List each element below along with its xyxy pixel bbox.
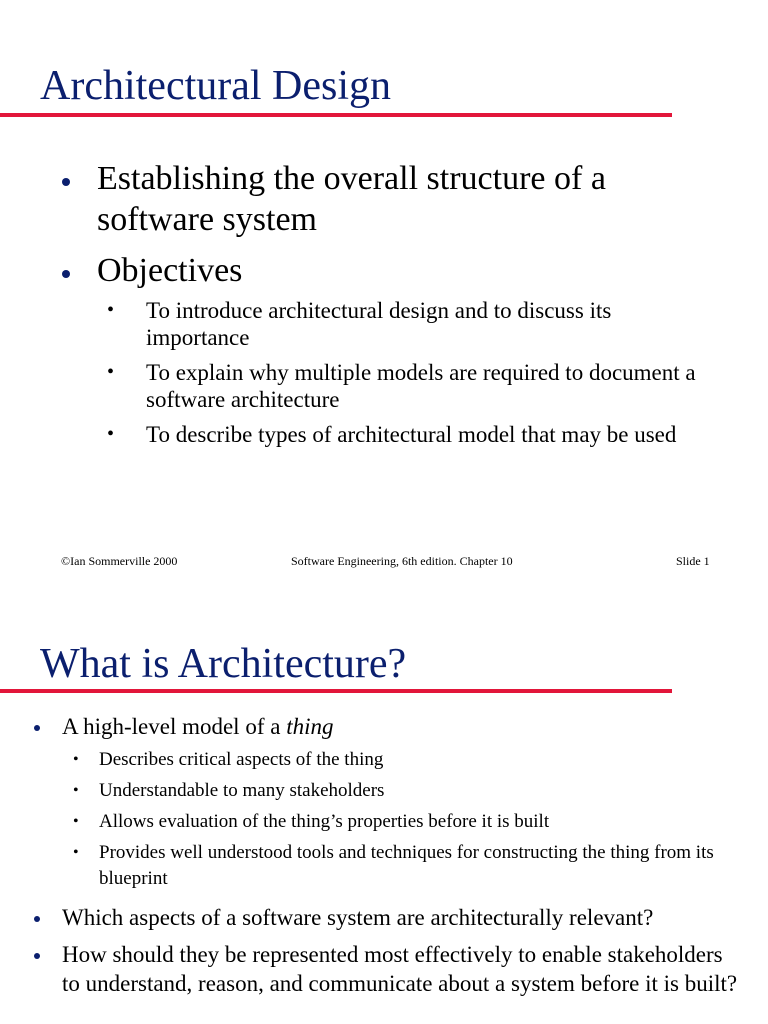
sub-bullet-item bbox=[107, 297, 706, 351]
bullet-item bbox=[97, 250, 717, 291]
sub-bullet-text: Provides well understood tools and techniques for constructing the thing from its blueprint bbox=[99, 842, 714, 889]
sub-bullet-item bbox=[73, 778, 739, 804]
sub-bullet-icon: • bbox=[73, 782, 79, 799]
sub-bullet-item bbox=[73, 747, 739, 773]
slide-title: What is Architecture? bbox=[40, 641, 407, 687]
sub-bullet-icon: • bbox=[73, 813, 79, 830]
bullet-text: A high-level model of a bbox=[62, 714, 287, 739]
sub-bullet-icon: • bbox=[73, 751, 79, 768]
slide-title: Architectural Design bbox=[40, 63, 392, 109]
sub-bullet-text: To describe types of architectural model that may be used bbox=[146, 422, 677, 447]
bullet-dot-icon bbox=[34, 953, 40, 959]
bullet-item bbox=[62, 903, 742, 932]
footer-slide-number: Slide 1 bbox=[676, 554, 710, 568]
bullet-dot-icon bbox=[62, 178, 70, 186]
sub-bullet-icon: • bbox=[107, 361, 115, 383]
sub-bullet-text: Describes critical aspects of the thing bbox=[99, 749, 384, 770]
sub-bullet-icon: • bbox=[107, 299, 115, 321]
bullet-dot-icon bbox=[34, 916, 40, 922]
bullet-dot-icon bbox=[34, 725, 40, 731]
title-underline bbox=[0, 113, 672, 117]
footer-copyright: ©Ian Sommerville 2000 bbox=[61, 554, 178, 568]
sub-bullet-text: To explain why multiple models are required to document a software architecture bbox=[146, 360, 696, 412]
slide-2 bbox=[0, 600, 768, 1024]
sub-bullet-item bbox=[107, 359, 706, 413]
bullet-item bbox=[62, 940, 742, 998]
sub-bullet-icon: • bbox=[73, 844, 79, 861]
bullet-dot-icon bbox=[62, 270, 70, 278]
bullet-emphasis: thing bbox=[286, 714, 334, 739]
bullet-item bbox=[62, 712, 742, 741]
sub-bullet-item bbox=[73, 840, 739, 892]
sub-bullet-text: To introduce architectural design and to discuss its importance bbox=[146, 298, 612, 350]
sub-bullet-text: Understandable to many stakeholders bbox=[99, 780, 385, 801]
sub-bullet-item bbox=[107, 421, 706, 448]
footer-book-title: Software Engineering, 6th edition. Chapter 10 bbox=[291, 554, 513, 568]
bullet-text: Objectives bbox=[97, 252, 243, 289]
sub-bullet-text: Allows evaluation of the thing’s properties before it is built bbox=[99, 811, 550, 832]
sub-bullet-item bbox=[73, 809, 739, 835]
bullet-item bbox=[97, 158, 717, 240]
bullet-text: How should they be represented most effectively to enable stakeholders to understand, reason, and communicate about a system before it is built? bbox=[62, 942, 738, 996]
bullet-text: Which aspects of a software system are architecturally relevant? bbox=[62, 905, 654, 930]
title-underline bbox=[0, 689, 672, 693]
sub-bullet-icon: • bbox=[107, 423, 115, 445]
bullet-text: Establishing the overall structure of a software system bbox=[97, 160, 606, 238]
